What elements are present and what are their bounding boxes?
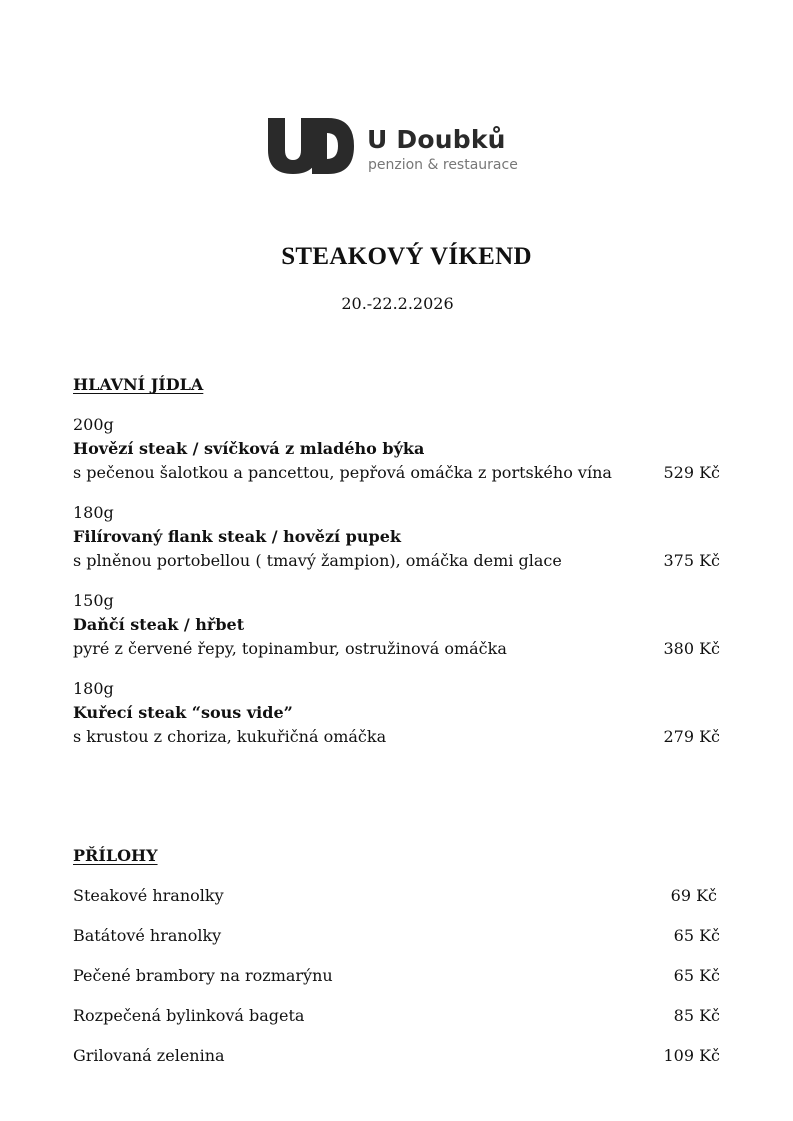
restaurant-logo <box>266 116 536 180</box>
ud-logo-icon <box>266 116 356 176</box>
side-price: 69 Kč <box>670 886 717 905</box>
side-name: Grilovaná zelenina <box>73 1046 225 1065</box>
dish-weight: 150g <box>73 591 114 610</box>
dish-description: s plněnou portobellou ( tmavý žampion), omáčka demi glace <box>73 551 562 570</box>
side-name: Pečené brambory na rozmarýnu <box>73 966 333 985</box>
dish-price: 529 Kč <box>663 463 720 482</box>
page-title: STEAKOVÝ VÍKEND <box>281 243 532 270</box>
dish-weight: 180g <box>73 679 114 698</box>
dish-name: Kuřecí steak “sous vide” <box>73 703 293 722</box>
dish-weight: 180g <box>73 503 114 522</box>
side-price: 85 Kč <box>673 1006 720 1025</box>
dish-weight: 200g <box>73 415 114 434</box>
logo-subtitle: penzion & restaurace <box>368 157 518 173</box>
side-name: Rozpečená bylinková bageta <box>73 1006 305 1025</box>
dish-description: s pečenou šalotkou a pancettou, pepřová omáčka z portského vína <box>73 463 612 482</box>
dish-name: Hovězí steak / svíčková z mladého býka <box>73 439 425 458</box>
sides-heading: PŘÍLOHY <box>73 846 158 865</box>
dish-price: 279 Kč <box>663 727 720 746</box>
side-price: 65 Kč <box>673 966 720 985</box>
dish-description: s krustou z choriza, kukuřičná omáčka <box>73 727 387 746</box>
dish-description: pyré z červené řepy, topinambur, ostružinová omáčka <box>73 639 507 658</box>
side-price: 65 Kč <box>673 926 720 945</box>
dish-name: Daňčí steak / hřbet <box>73 615 245 634</box>
side-name: Steakové hranolky <box>73 886 224 905</box>
side-price: 109 Kč <box>663 1046 720 1065</box>
dish-price: 380 Kč <box>663 639 720 658</box>
dish-price: 375 Kč <box>663 551 720 570</box>
event-dates: 20.-22.2.2026 <box>341 294 454 313</box>
dish-name: Filírovaný flank steak / hovězí pupek <box>73 527 401 546</box>
main-dishes-heading: HLAVNÍ JÍDLA <box>73 375 204 394</box>
logo-name: U Doubků <box>367 125 506 154</box>
side-name: Batátové hranolky <box>73 926 222 945</box>
